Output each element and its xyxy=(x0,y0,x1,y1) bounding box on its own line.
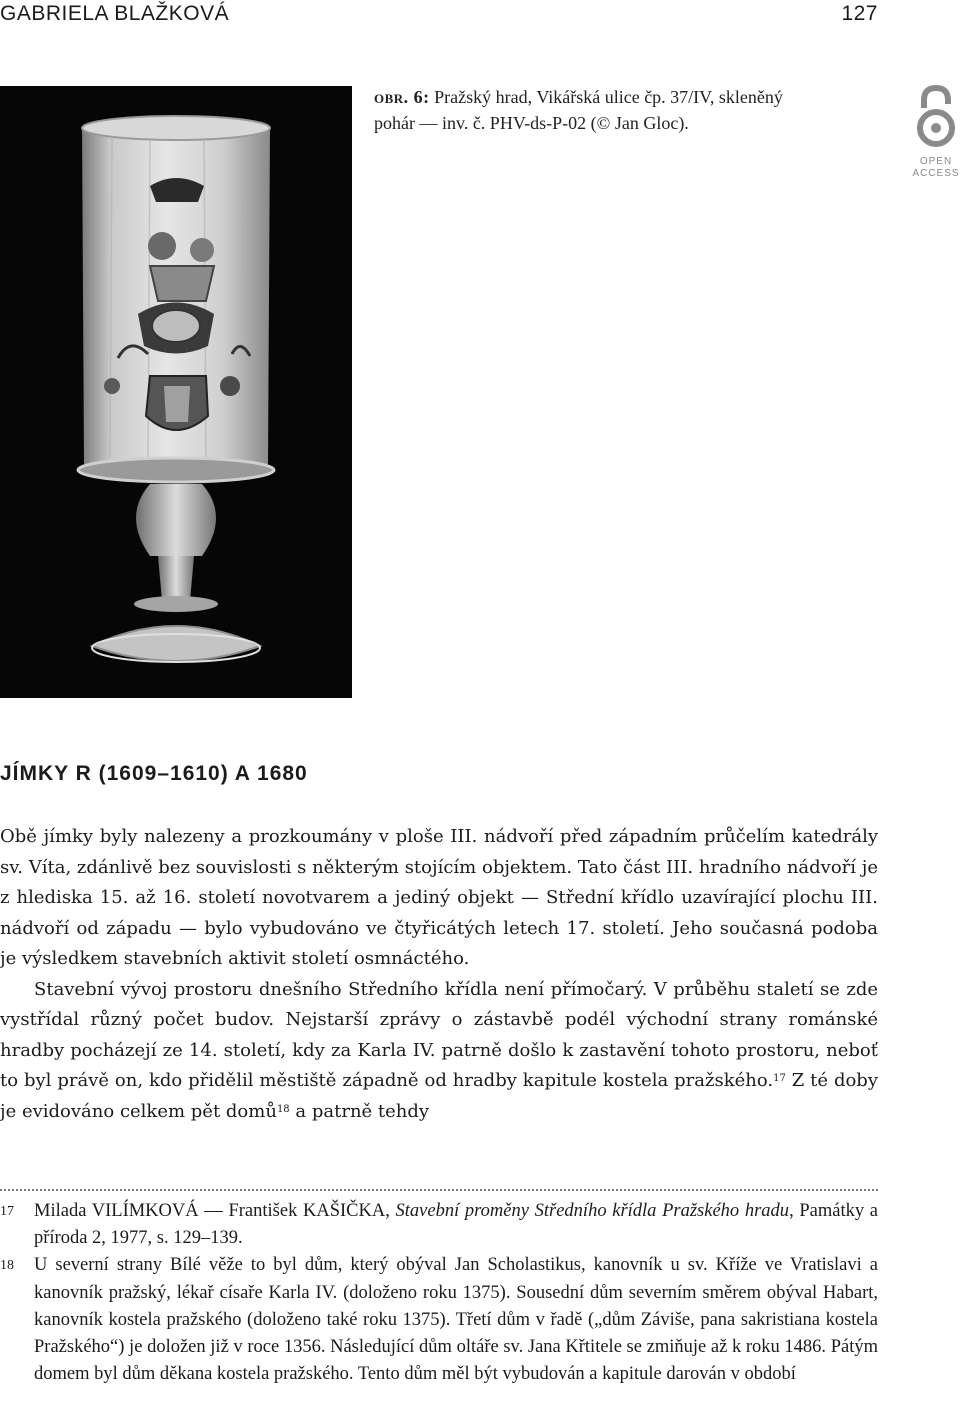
paragraph-2-text-b: Z té doby je evidováno celkem pět domů xyxy=(0,1070,879,1122)
body-text xyxy=(0,822,878,1127)
open-access-line2: ACCESS xyxy=(912,168,960,179)
goblet-illustration xyxy=(0,86,352,698)
footnote-ref-17[interactable]: 17 xyxy=(773,1073,786,1084)
page-number: 127 xyxy=(841,2,878,25)
footnote-18-text: U severní strany Bílé věže to byl dům, který obýval Jan Scholastikus, kanovník u sv. Kříže ve Vratislavi a kanovník pražský, lékař císaře Karla IV. (doloženo roku 1375). Sousední dům severním směrem obýval Habart, kanovník kostela pražského (doloženo také roku 1375). Třetí dům v řadě („dům Záviše, pana sakristiana kostela Pražského“) je doložen již v roce 1356. Následující dům oltáře sv. Jana Křtitele se zmiňuje až k roku 1486. Pátým domem byl dům děkana kostela pražského. Tento dům měl být vybudován a kapitule darován v období xyxy=(34,1255,878,1385)
footnote-17-title: Stavební proměny Středního křídla Pražského hradu xyxy=(395,1201,790,1221)
footnote-ref-18[interactable]: 18 xyxy=(276,1103,290,1115)
paragraph-1 xyxy=(0,822,878,975)
footnote-17-author: Milada VILÍMKOVÁ — František KAŠIČKA, xyxy=(34,1201,396,1221)
figure-photo-glass-goblet xyxy=(0,86,352,698)
figure-label: obr. 6: xyxy=(374,87,430,107)
open-access-lock-icon xyxy=(914,84,958,152)
footnote-18 xyxy=(0,1252,878,1388)
footnote-divider xyxy=(0,1189,878,1191)
footnote-number: 18 xyxy=(0,1258,14,1274)
paragraph-2-text-a: Stavební vývoj prostoru dnešního Středního křídla není přímočarý. V průběhu staletí se zde vystřídal různý počet budov. Nejstarší zprávy o zástavbě podél východní strany románské hradby pocházejí ze 14. století, kdy za Karla IV. patrně došlo k zastavění tohoto prostoru, neboť to byl právě on, kdo přidělil městiště západně od hradby kapitule kostela pražského. xyxy=(0,978,878,1091)
figure-caption-text: Pražský hrad, Vikářská ulice čp. 37/IV, skleněný pohár — inv. č. PHV-ds-P-02 (© Jan Gloc). xyxy=(374,87,783,133)
running-head xyxy=(0,2,878,26)
open-access-line1: OPEN xyxy=(919,156,953,167)
paragraph-1-text: Obě jímky byly nalezeny a prozkoumány v ploše III. nádvoří před západním průčelím katedrály sv. Víta, zdánlivě bez souvislosti s některým stojícím objektem. Tato část III. hradního nádvoří je z hlediska 15. až 16. století novotvarem a jediný objekt — Střední křídlo uzavírající plochu III. nádvoří od západu — bylo vybudováno ve čtyřicátých letech 17. století. Jeho současná podoba je výsledkem stavebních aktivit století osmnáctého. xyxy=(0,826,878,969)
section-heading: JÍMKY R (1609–1610) A 1680 xyxy=(0,762,308,785)
footnote-17 xyxy=(0,1198,878,1252)
footnotes xyxy=(0,1198,878,1388)
footnote-number: 17 xyxy=(0,1204,14,1219)
paragraph-2 xyxy=(0,975,878,1128)
open-access-badge[interactable] xyxy=(906,84,960,180)
paragraph-2-text-c: a patrně tehdy xyxy=(289,1100,430,1122)
author-name: GABRIELA BLAŽKOVÁ xyxy=(0,2,230,25)
footnote-17-rest: , Památky a příroda 2, 1977, s. 129–139. xyxy=(34,1201,878,1249)
figure-caption xyxy=(374,84,794,136)
